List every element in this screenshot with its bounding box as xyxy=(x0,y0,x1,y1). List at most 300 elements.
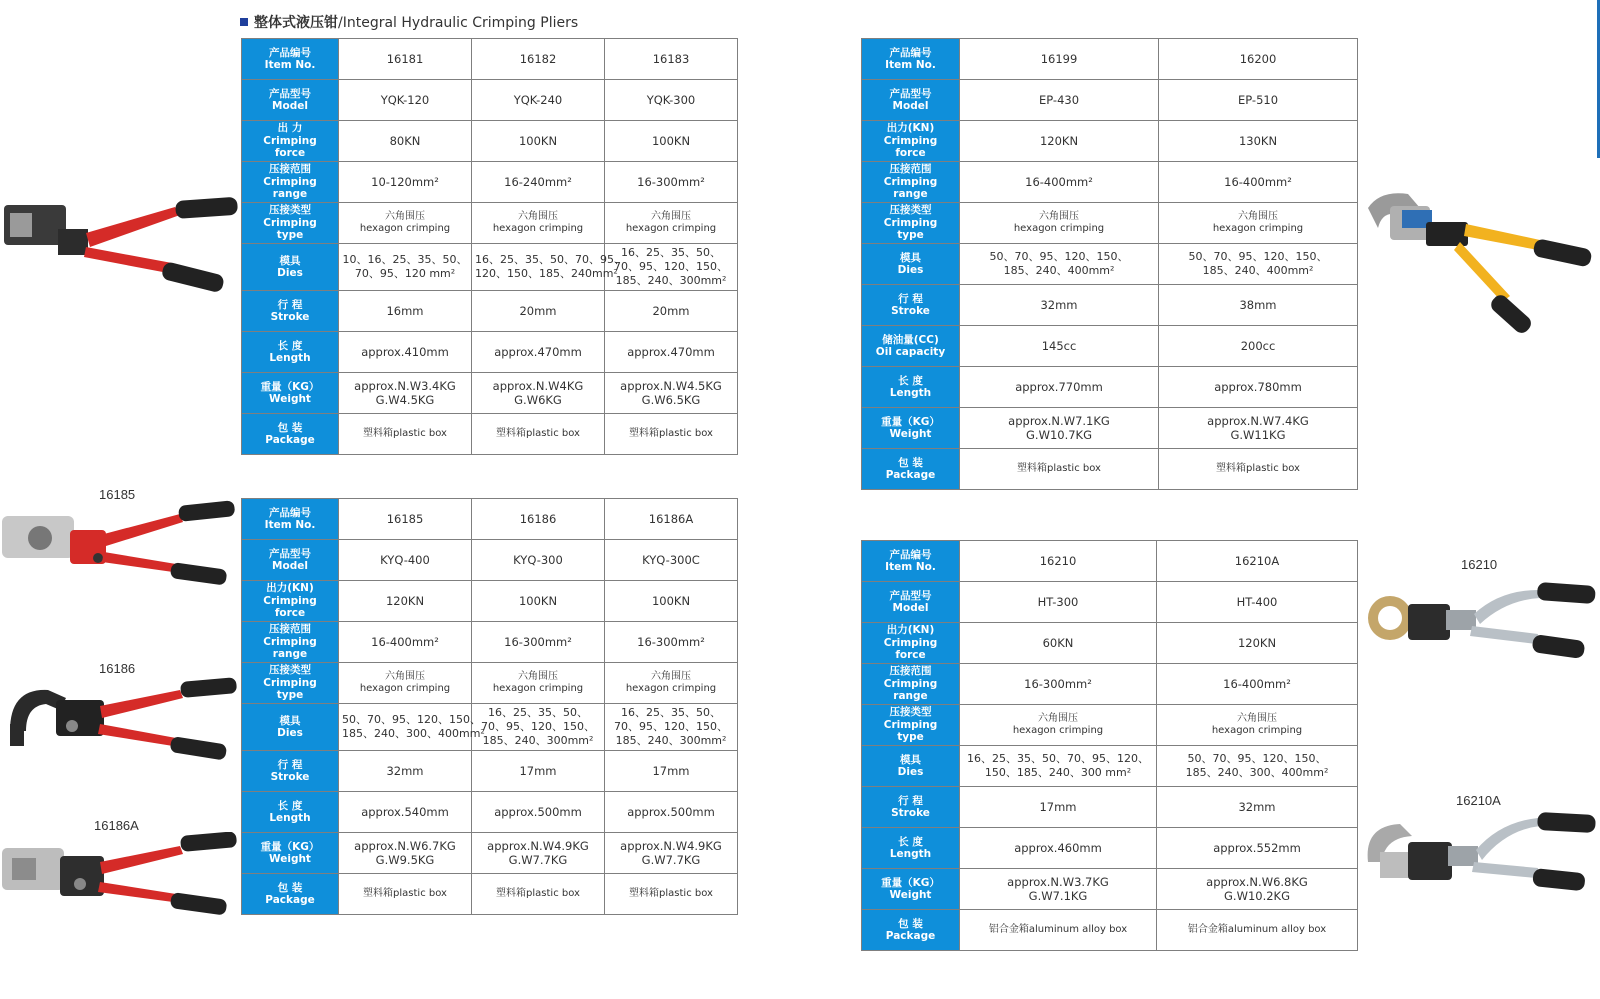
row-header-line: Stroke xyxy=(270,771,310,783)
row-header-line: Model xyxy=(892,602,929,614)
row-header-line: Crimping xyxy=(883,175,938,188)
table-cell xyxy=(960,326,1159,367)
row-header xyxy=(862,910,960,951)
table-cell xyxy=(605,203,738,244)
spec-table-yqk xyxy=(241,38,738,455)
table-row xyxy=(242,291,738,332)
table-row xyxy=(242,833,738,874)
row-header-line: Dies xyxy=(897,766,924,778)
row-header-line: Stroke xyxy=(270,311,310,323)
table-row xyxy=(862,80,1358,121)
table-row xyxy=(862,541,1358,582)
row-header-line: 出力(KN) xyxy=(886,122,935,135)
cell-line: approx.N.W6.7KG xyxy=(354,839,456,853)
cell-line: KYQ-300C xyxy=(642,553,700,567)
cell-line: 10、16、25、35、50、 xyxy=(342,253,468,266)
cell-line: 120KN xyxy=(1039,134,1079,148)
table-cell xyxy=(339,751,472,792)
cell-line: approx.N.W4KG xyxy=(492,379,584,393)
table-cell xyxy=(1157,910,1358,951)
cell-line: G.W7.7KG xyxy=(508,853,568,867)
row-header-line: 行 程 xyxy=(277,298,303,311)
row-header-line: 压接范围 xyxy=(269,163,311,176)
table-cell xyxy=(339,80,472,121)
cell-line: 16210 xyxy=(1039,554,1077,568)
cell-line: 80KN xyxy=(389,134,421,148)
cell-line: 16186A xyxy=(648,512,694,526)
row-header xyxy=(242,874,339,915)
table-cell xyxy=(605,540,738,581)
cell-line: 185、240、300mm² xyxy=(615,734,727,747)
row-header-line: Length xyxy=(269,812,311,824)
cell-line: approx.500mm xyxy=(494,805,582,819)
table-cell xyxy=(339,792,472,833)
row-header-line: 重量（KG） xyxy=(881,415,940,428)
row-header xyxy=(862,869,960,910)
table-cell xyxy=(1159,162,1358,203)
row-header xyxy=(242,751,339,792)
cell-line: G.W6.5KG xyxy=(641,393,701,407)
table-cell xyxy=(339,874,472,915)
row-header-line: Stroke xyxy=(891,305,930,317)
hydraulic-crimper-red-icon xyxy=(0,676,240,776)
cell-line: 10-120mm² xyxy=(371,175,439,189)
table-cell xyxy=(960,408,1159,449)
row-header xyxy=(242,792,339,833)
table-cell xyxy=(472,792,605,833)
photo-label-16210a: 16210A xyxy=(1456,793,1501,808)
cell-line: 16210A xyxy=(1234,554,1280,568)
cell-line: 六角围压 xyxy=(1038,713,1078,724)
table-cell xyxy=(1157,541,1358,582)
cell-line: G.W10.2KG xyxy=(1224,889,1290,903)
table-cell xyxy=(605,751,738,792)
row-header-line: 储油量(CC) xyxy=(882,333,939,346)
row-header-line: 压接类型 xyxy=(269,664,311,677)
table-cell xyxy=(605,121,738,162)
table-row xyxy=(862,787,1358,828)
row-header-line: 出力(KN) xyxy=(886,624,935,637)
cell-line: HT-300 xyxy=(1037,595,1079,609)
table-cell xyxy=(339,833,472,874)
row-header xyxy=(862,449,960,490)
row-header xyxy=(242,332,339,373)
cell-line: 185、240、400mm² xyxy=(1003,264,1115,277)
table-cell xyxy=(960,705,1157,746)
photo-label-16185: 16185 xyxy=(99,487,136,502)
table-row xyxy=(242,373,738,414)
cell-line: 16、25、35、50、 xyxy=(621,706,721,719)
cell-line: 185、240、300mm² xyxy=(615,274,727,287)
row-header-line: Crimping xyxy=(263,635,317,648)
table-cell xyxy=(960,869,1157,910)
table-row xyxy=(242,581,738,622)
table-cell xyxy=(472,581,605,622)
table-row xyxy=(242,203,738,244)
row-header-line: 产品编号 xyxy=(889,548,932,561)
table-row xyxy=(242,663,738,704)
row-header xyxy=(862,828,960,869)
table-cell xyxy=(339,663,472,704)
table-cell xyxy=(472,622,605,663)
cell-line: 20mm xyxy=(519,304,557,318)
cell-line: 145cc xyxy=(1041,339,1077,353)
table-row xyxy=(242,540,738,581)
row-header-line: Weight xyxy=(889,889,932,901)
photo-label-16186a: 16186A xyxy=(94,818,139,833)
cell-line: 38mm xyxy=(1239,298,1277,312)
table-cell xyxy=(339,704,485,751)
table-row xyxy=(862,582,1358,623)
row-header xyxy=(862,408,960,449)
cell-line: 塑料箱plastic box xyxy=(363,888,447,899)
table-cell xyxy=(472,291,605,332)
row-header-line: type xyxy=(276,689,304,702)
table-cell xyxy=(960,787,1157,828)
row-header-line: Dies xyxy=(277,727,303,739)
table-cell xyxy=(605,663,738,704)
table-cell xyxy=(472,833,605,874)
row-header-line: Item No. xyxy=(885,561,936,573)
cell-line: hexagon crimping xyxy=(492,223,584,234)
row-header-line: 产品编号 xyxy=(889,46,932,59)
row-header-line: 出力(KN) xyxy=(266,582,314,595)
table-cell xyxy=(960,203,1159,244)
row-header-line: Weight xyxy=(269,853,311,865)
cell-line: 185、240、400mm² xyxy=(1202,264,1314,277)
table-cell xyxy=(960,244,1159,285)
row-header-line: range xyxy=(272,188,308,201)
row-header xyxy=(242,39,339,80)
row-header-line: 长 度 xyxy=(277,339,303,352)
row-header-line: Crimping xyxy=(883,636,938,649)
cell-line: 塑料箱plastic box xyxy=(363,428,447,439)
table-cell xyxy=(1157,746,1358,787)
cell-line: approx.500mm xyxy=(627,805,715,819)
hydraulic-crimper-silver-icon xyxy=(1360,812,1600,912)
row-header-line: 出 力 xyxy=(277,122,303,135)
table-cell xyxy=(960,746,1157,787)
cell-line: 六角围压 xyxy=(1237,713,1277,724)
row-header-line: 产品编号 xyxy=(269,46,311,59)
table-cell xyxy=(339,540,472,581)
table-row xyxy=(862,203,1358,244)
cell-line: 100KN xyxy=(518,594,558,608)
row-header-line: Crimping xyxy=(263,175,317,188)
cell-line: 16、25、35、50、70、95、 xyxy=(475,253,625,266)
row-header xyxy=(862,623,960,664)
row-header-line: Package xyxy=(885,930,936,942)
table-row xyxy=(242,80,738,121)
cell-line: 70、95、120、150、 xyxy=(481,720,595,733)
table-cell xyxy=(960,121,1159,162)
table-row xyxy=(242,39,738,80)
row-header xyxy=(862,285,960,326)
row-header-line: Weight xyxy=(889,428,932,440)
cell-line: hexagon crimping xyxy=(492,683,584,694)
row-header xyxy=(862,541,960,582)
cell-line: 130KN xyxy=(1238,134,1278,148)
row-header xyxy=(242,663,339,704)
cell-line: 六角围压 xyxy=(518,671,558,682)
cell-line: 120KN xyxy=(385,594,425,608)
cell-line: 16、25、35、50、 xyxy=(621,246,721,259)
cell-line: 16-400mm² xyxy=(1025,175,1093,189)
row-header-line: force xyxy=(895,147,926,160)
row-header-line: Item No. xyxy=(885,59,936,71)
cell-line: 塑料箱plastic box xyxy=(496,888,580,899)
row-header xyxy=(242,203,339,244)
table-row xyxy=(242,332,738,373)
cell-line: 185、240、300、400mm² xyxy=(342,727,485,740)
table-row xyxy=(862,285,1358,326)
cell-line: 185、240、300mm² xyxy=(482,734,594,747)
table-row xyxy=(862,121,1358,162)
table-row xyxy=(862,705,1358,746)
row-header xyxy=(242,540,339,581)
cell-line: approx.460mm xyxy=(1014,841,1102,855)
cell-line: approx.N.W7.1KG xyxy=(1008,414,1110,428)
table-cell xyxy=(1159,449,1358,490)
table-cell xyxy=(472,332,605,373)
table-cell xyxy=(605,704,738,751)
table-cell xyxy=(960,541,1157,582)
row-header-line: Length xyxy=(889,848,932,860)
table-cell xyxy=(472,704,605,751)
table-row xyxy=(242,792,738,833)
table-row xyxy=(242,244,738,291)
cell-line: 185、240、300、400mm² xyxy=(1185,766,1329,779)
row-header xyxy=(862,80,960,121)
cell-line: 16181 xyxy=(386,52,424,66)
table-row xyxy=(862,910,1358,951)
table-cell xyxy=(472,751,605,792)
cell-line: 16-240mm² xyxy=(504,175,572,189)
cell-line: 六角围压 xyxy=(518,211,558,222)
table-cell xyxy=(339,622,472,663)
cell-line: 塑料箱plastic box xyxy=(496,428,580,439)
row-header-line: range xyxy=(893,690,928,703)
table-cell xyxy=(605,291,738,332)
table-cell xyxy=(960,367,1159,408)
row-header-line: Crimping xyxy=(883,677,938,690)
cell-line: 六角围压 xyxy=(1039,211,1079,222)
cell-line: 17mm xyxy=(519,764,557,778)
table-cell xyxy=(1159,39,1358,80)
cell-line: 16183 xyxy=(652,52,690,66)
cell-line: 16-300mm² xyxy=(637,175,705,189)
cell-line: G.W6KG xyxy=(514,393,562,407)
table-cell xyxy=(472,80,605,121)
cell-line: 70、95、120、150、 xyxy=(614,260,728,273)
cell-line: HT-400 xyxy=(1236,595,1278,609)
row-header-line: 模具 xyxy=(279,714,301,727)
cell-line: KYQ-400 xyxy=(380,553,430,567)
table-row xyxy=(862,623,1358,664)
row-header-line: 产品型号 xyxy=(889,87,932,100)
row-header xyxy=(242,291,339,332)
page-title-en: /Integral Hydraulic Crimping Pliers xyxy=(338,15,579,31)
cell-line: 六角围压 xyxy=(651,211,691,222)
table-cell xyxy=(472,874,605,915)
cell-line: 32mm xyxy=(1238,800,1276,814)
row-header-line: Length xyxy=(889,387,932,399)
row-header-line: Package xyxy=(885,469,936,481)
table-cell xyxy=(339,121,472,162)
cell-line: 16-300mm² xyxy=(1024,677,1092,691)
cell-line: EP-430 xyxy=(1038,93,1080,107)
cell-line: approx.780mm xyxy=(1214,380,1302,394)
cell-line: 50、70、95、120、150、 xyxy=(1188,250,1328,263)
table-row xyxy=(242,874,738,915)
row-header xyxy=(862,39,960,80)
table-row xyxy=(242,622,738,663)
table-cell xyxy=(472,121,605,162)
row-header-line: Stroke xyxy=(891,807,930,819)
table-cell xyxy=(960,162,1159,203)
cell-line: 16185 xyxy=(386,512,424,526)
row-header-line: 产品型号 xyxy=(269,547,311,560)
table-cell xyxy=(605,244,738,291)
row-header-line: Length xyxy=(269,352,311,364)
row-header-line: 重量（KG） xyxy=(260,380,320,393)
cell-line: 200cc xyxy=(1240,339,1276,353)
photo-label-16210: 16210 xyxy=(1461,557,1498,572)
table-cell xyxy=(339,581,472,622)
table-row xyxy=(862,162,1358,203)
cell-line: 16-400mm² xyxy=(1223,677,1291,691)
table-cell xyxy=(960,623,1157,664)
row-header-line: 压接类型 xyxy=(889,204,932,217)
row-header xyxy=(862,787,960,828)
table-cell xyxy=(339,39,472,80)
table-row xyxy=(862,664,1358,705)
row-header-line: 压接类型 xyxy=(269,204,311,217)
page-title xyxy=(240,12,578,32)
cell-line: 70、95、120 mm² xyxy=(354,267,456,280)
row-header-line: Crimping xyxy=(883,718,938,731)
table-row xyxy=(242,414,738,455)
row-header-line: 长 度 xyxy=(277,799,303,812)
table-cell xyxy=(605,39,738,80)
table-cell xyxy=(472,244,625,291)
row-header-line: 包 装 xyxy=(898,917,923,930)
table-cell xyxy=(1157,787,1358,828)
table-cell xyxy=(960,582,1157,623)
table-cell xyxy=(605,622,738,663)
table-row xyxy=(862,326,1358,367)
cell-line: approx.N.W7.4KG xyxy=(1207,414,1309,428)
cell-line: 塑料箱plastic box xyxy=(1017,463,1101,474)
row-header-line: range xyxy=(272,648,308,661)
cell-line: 16182 xyxy=(519,52,557,66)
table-cell xyxy=(339,332,472,373)
row-header xyxy=(862,705,960,746)
row-header-line: 产品型号 xyxy=(269,87,311,100)
table-cell xyxy=(1157,705,1358,746)
table-cell xyxy=(1157,828,1358,869)
row-header-line: 包 装 xyxy=(898,456,923,469)
row-header-line: Dies xyxy=(897,264,924,276)
table-cell xyxy=(960,80,1159,121)
table-cell xyxy=(1159,285,1358,326)
table-row xyxy=(242,499,738,540)
cell-line: 16186 xyxy=(519,512,557,526)
row-header-line: force xyxy=(895,649,926,662)
table-cell xyxy=(605,874,738,915)
table-cell xyxy=(339,244,472,291)
table-cell xyxy=(1159,244,1358,285)
row-header-line: Dies xyxy=(277,267,303,279)
table-cell xyxy=(960,449,1159,490)
table-cell xyxy=(605,162,738,203)
cell-line: G.W7.7KG xyxy=(641,853,701,867)
table-cell xyxy=(960,39,1159,80)
row-header-line: Package xyxy=(265,894,315,906)
cell-line: approx.770mm xyxy=(1015,380,1103,394)
cell-line: hexagon crimping xyxy=(359,223,451,234)
cell-line: 六角围压 xyxy=(385,671,425,682)
cell-line: approx.540mm xyxy=(361,805,449,819)
spec-table-kyq xyxy=(241,498,738,915)
cell-line: 16mm xyxy=(386,304,424,318)
cell-line: 70、95、120、150、 xyxy=(614,720,728,733)
cell-line: approx.410mm xyxy=(361,345,449,359)
cell-line: approx.N.W4.9KG xyxy=(620,839,722,853)
table-row xyxy=(242,121,738,162)
table-cell xyxy=(472,663,605,704)
cell-line: 20mm xyxy=(652,304,690,318)
table-cell xyxy=(605,581,738,622)
table-cell xyxy=(605,373,738,414)
cell-line: 16、25、35、50、 xyxy=(488,706,588,719)
row-header-line: 长 度 xyxy=(898,374,923,387)
cell-line: 50、70、95、120、150、 xyxy=(989,250,1129,263)
table-row xyxy=(242,751,738,792)
cell-line: 120KN xyxy=(1237,636,1277,650)
row-header-line: type xyxy=(897,731,924,744)
cell-line: G.W9.5KG xyxy=(375,853,435,867)
cell-line: 16、25、35、50、70、95、120、 xyxy=(967,752,1149,765)
row-header-line: 包 装 xyxy=(277,421,303,434)
row-header xyxy=(242,704,339,751)
cell-line: 150、185、240、300 mm² xyxy=(984,766,1132,779)
cell-line: 16-400mm² xyxy=(371,635,439,649)
table-row xyxy=(862,408,1358,449)
table-cell xyxy=(472,373,605,414)
cell-line: approx.N.W4.5KG xyxy=(620,379,722,393)
cell-line: 17mm xyxy=(1039,800,1077,814)
table-row xyxy=(862,869,1358,910)
cell-line: 100KN xyxy=(651,134,691,148)
row-header xyxy=(242,581,339,622)
row-header xyxy=(242,162,339,203)
table-cell xyxy=(1159,367,1358,408)
row-header xyxy=(242,833,339,874)
cell-line: 120、150、185、240mm² xyxy=(475,267,618,280)
cell-line: 塑料箱plastic box xyxy=(629,428,713,439)
row-header-line: 产品型号 xyxy=(889,589,932,602)
cell-line: approx.552mm xyxy=(1213,841,1301,855)
table-cell xyxy=(1157,582,1358,623)
row-header-line: 压接范围 xyxy=(889,163,932,176)
row-header-line: Crimping xyxy=(883,134,938,147)
table-cell xyxy=(605,499,738,540)
cell-line: hexagon crimping xyxy=(1212,223,1304,234)
table-cell xyxy=(339,291,472,332)
table-row xyxy=(862,828,1358,869)
table-cell xyxy=(960,828,1157,869)
